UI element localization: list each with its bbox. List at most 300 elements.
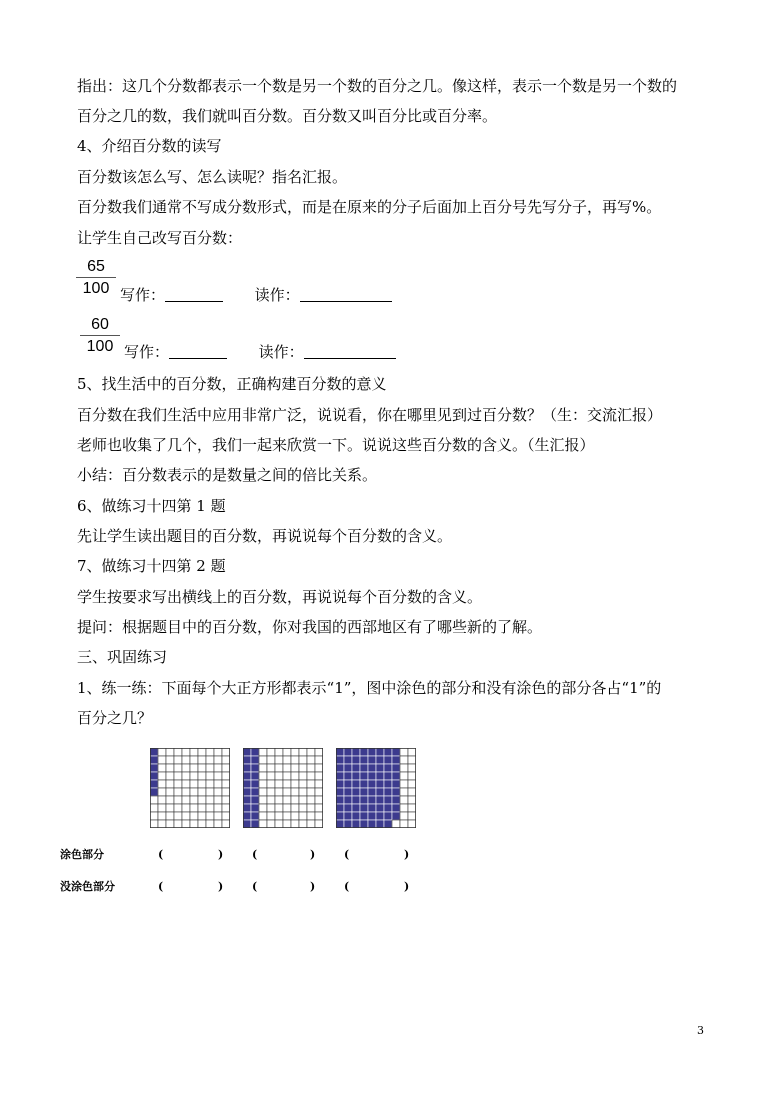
grid-cell [408,780,416,788]
grid-cell [283,756,291,764]
grid-cell [275,748,283,756]
grid-cell [150,796,158,804]
grid-cell-shaded [344,788,352,796]
grid-cell-shaded [344,772,352,780]
grid-cell-shaded [336,748,344,756]
answer-close-paren: ) [404,880,410,893]
grid-cell [166,812,174,820]
grid-cell [408,812,416,820]
grid-cell [259,796,267,804]
grid-cell-shaded [352,812,360,820]
grid-cell [408,764,416,772]
grid-cell [206,764,214,772]
grid-cell [275,796,283,804]
grid-cell-shaded [376,764,384,772]
grid-cell-shaded [368,788,376,796]
grid-cell [158,820,166,828]
grid-cell [400,820,408,828]
grid-cell-shaded [392,788,400,796]
read-label: 读作： [258,343,304,361]
grid-cell [259,804,267,812]
grid-cell [267,812,275,820]
grid-cell [214,748,222,756]
grid-cell-shaded [392,796,400,804]
grid-cell-shaded [251,764,259,772]
grid-cell-shaded [344,780,352,788]
grid-cell [206,748,214,756]
grid-cell [174,796,182,804]
grid-cell [182,812,190,820]
grid-cell [267,796,275,804]
grid-cell [275,788,283,796]
grid-cell [307,748,315,756]
grid-cell-shaded [344,748,352,756]
grid-cell-shaded [376,796,384,804]
grid-cell-shaded [384,812,392,820]
grid-cell [222,812,230,820]
grid-cell-shaded [384,820,392,828]
text-line: 老师也收集了几个，我们一起来欣赏一下。说说这些百分数的含义。（生汇报） [77,436,595,454]
grid-cell [283,748,291,756]
grid-cell [198,820,206,828]
grid-cell [307,780,315,788]
grid-cell [174,772,182,780]
grid-cell-shaded [336,804,344,812]
grid-cell-shaded [384,788,392,796]
grid-cell-shaded [336,812,344,820]
grid-cell-shaded [376,820,384,828]
grid-cell-shaded [150,788,158,796]
grid-cell [299,748,307,756]
grid-cell [214,788,222,796]
grid-cell [315,780,323,788]
grid-cell [275,812,283,820]
grid-cell-shaded [368,804,376,812]
grid-cell [158,780,166,788]
grid-cell [283,796,291,804]
text-line: 学生按要求写出横线上的百分数，再说说每个百分数的含义。 [77,588,483,606]
grid-cell-shaded [352,756,360,764]
grid-cell-shaded [392,780,400,788]
grid-cell [275,804,283,812]
hundred-square-grid [243,748,323,828]
grid-cell-shaded [352,804,360,812]
grid-cell [174,820,182,828]
text-line: 1、练一练：下面每个大正方形都表示“1”，图中涂色的部分和没有涂色的部分各占“1”的 [77,679,662,697]
grid-cell [158,756,166,764]
grid-cell [259,780,267,788]
grid-cell-shaded [368,748,376,756]
grid-cell [182,772,190,780]
grid-cell-shaded [376,804,384,812]
grid-cell-shaded [368,772,376,780]
grid-cell-shaded [150,780,158,788]
grid-cell [307,820,315,828]
grid-cell [267,772,275,780]
grid-cell [150,820,158,828]
grid-cell [315,804,323,812]
grid-cell-shaded [344,820,352,828]
grid-cell [214,820,222,828]
grid-cell-shaded [368,796,376,804]
hundred-square-grid [336,748,416,828]
grid-cell [206,756,214,764]
grid-cell [190,772,198,780]
grid-cell [166,756,174,764]
grid-cell [222,780,230,788]
grid-cell-shaded [352,772,360,780]
grid-cell [315,756,323,764]
grid-cell [158,804,166,812]
grid-cell [214,772,222,780]
grid-cell [408,788,416,796]
grid-cell [400,748,408,756]
grid-cell [166,804,174,812]
grid-cell-shaded [384,748,392,756]
write-label: 写作： [124,343,170,361]
grid-cell [307,804,315,812]
grid-cell-shaded [368,756,376,764]
answer-open-paren: ( [158,880,164,893]
grid-cell [400,780,408,788]
grid-cell [259,764,267,772]
text-line: 百分之几？ [77,709,153,727]
grid-cell [299,756,307,764]
grid-cell [190,804,198,812]
grid-cell [315,820,323,828]
grid-cell [392,820,400,828]
grid-cell [174,804,182,812]
unshaded-part-label: 没涂色部分 [60,880,115,893]
grid-cell [190,820,198,828]
write-blank[interactable] [169,344,227,359]
grid-cell-shaded [243,820,251,828]
text-line: 先让学生读出题目的百分数，再说说每个百分数的含义。 [77,527,453,545]
grid-cell [267,748,275,756]
grid-cell-shaded [336,764,344,772]
grid-cell [222,796,230,804]
grid-cell-shaded [376,748,384,756]
grid-cell [206,812,214,820]
grid-cell [299,812,307,820]
grid-cell [182,796,190,804]
answer-close-paren: ) [310,848,316,861]
text-line: 百分数我们通常不写成分数形式，而是在原来的分子后面加上百分号先写分子，再写%。 [77,198,662,216]
grid-cell-shaded [352,820,360,828]
grid-cell-shaded [392,764,400,772]
grid-cell [267,820,275,828]
text-line: 小结：百分数表示的是数量之间的倍比关系。 [77,466,378,484]
grid-cell-shaded [150,748,158,756]
shaded-part-label: 涂色部分 [60,848,104,861]
grid-cell [198,780,206,788]
fraction-bar [80,335,120,336]
grid-cell [283,780,291,788]
grid-cell [150,804,158,812]
grid-cell-shaded [384,764,392,772]
grid-cell [222,748,230,756]
grid-cell [174,756,182,764]
grid-cell [299,788,307,796]
grid-cell [214,812,222,820]
grid-cell-shaded [352,788,360,796]
grid-cell [190,780,198,788]
grid-cell [190,812,198,820]
grid-cell-shaded [384,756,392,764]
grid-cell-shaded [243,748,251,756]
grid-cell [214,780,222,788]
grid-cell-shaded [344,812,352,820]
grid-cell-shaded [360,820,368,828]
grid-cell-shaded [376,812,384,820]
grid-cell [283,804,291,812]
grid-cell [150,812,158,820]
grid-cell-shaded [360,812,368,820]
grid-cell [291,804,299,812]
grid-cell [206,820,214,828]
answer-close-paren: ) [218,880,224,893]
answer-close-paren: ) [404,848,410,861]
grid-cell [206,796,214,804]
grid-cell-shaded [336,788,344,796]
grid-cell [267,756,275,764]
grid-cell [166,764,174,772]
grid-cell-shaded [360,756,368,764]
answer-open-paren: ( [252,848,258,861]
grid-cell-shaded [384,796,392,804]
grid-cell [408,804,416,812]
grid-cell [198,764,206,772]
grid-cell-shaded [344,804,352,812]
grid-cell [299,772,307,780]
grid-cell-shaded [376,772,384,780]
grid-cell-shaded [251,788,259,796]
grid-cell-shaded [392,804,400,812]
answer-open-paren: ( [344,880,350,893]
grid-cell [166,820,174,828]
grid-cell [182,804,190,812]
fraction-numerator: 65 [87,258,105,275]
grid-cell-shaded [360,772,368,780]
text-line: 让学生自己改写百分数： [77,229,243,247]
grid-cell [158,812,166,820]
grid-cell-shaded [251,804,259,812]
grid-cell [174,780,182,788]
page-number: 3 [697,1024,704,1037]
grid-cell-shaded [336,820,344,828]
grid-cell-shaded [392,756,400,764]
grid-cell [222,772,230,780]
text-line: 指出：这几个分数都表示一个数是另一个数的百分之几。像这样，表示一个数是另一个数的 [77,77,678,95]
grid-cell [182,820,190,828]
grid-cell [182,756,190,764]
grid-cell-shaded [360,764,368,772]
section-heading: 7、做练习十四第 2 题 [77,557,226,575]
grid-cell [283,788,291,796]
answer-open-paren: ( [344,848,350,861]
grid-cell-shaded [243,788,251,796]
grid-cell-shaded [360,780,368,788]
grid-cell [283,764,291,772]
grid-cell [214,764,222,772]
grid-cell [275,764,283,772]
grid-cell [222,788,230,796]
grid-cell [206,788,214,796]
grid-cell-shaded [243,780,251,788]
grid-cell [198,788,206,796]
grid-cell-shaded [344,796,352,804]
grid-cell [291,820,299,828]
grid-cell [190,764,198,772]
grid-cell [283,820,291,828]
grid-cell [198,756,206,764]
grid-cell [400,772,408,780]
grid-cell [400,756,408,764]
grid-cell [283,772,291,780]
grid-cell-shaded [251,780,259,788]
grid-cell [166,772,174,780]
grid-cell [400,796,408,804]
grid-cell-shaded [392,772,400,780]
read-blank[interactable] [304,344,396,359]
grid-cell [299,820,307,828]
grid-cell [259,756,267,764]
grid-cell-shaded [360,788,368,796]
grid-cell [315,788,323,796]
grid-cell [408,772,416,780]
write-blank[interactable] [165,287,223,302]
grid-cell [408,796,416,804]
grid-cell [315,796,323,804]
fraction-denominator: 100 [86,338,114,355]
grid-cell [283,812,291,820]
grid-cell [307,772,315,780]
grid-cell-shaded [384,772,392,780]
grid-cell [315,772,323,780]
grid-cell-shaded [243,764,251,772]
fraction-numerator: 60 [91,316,109,333]
grid-cell [174,748,182,756]
answer-open-paren: ( [158,848,164,861]
grid-cell-shaded [376,756,384,764]
section-heading: 4、介绍百分数的读写 [77,137,222,155]
grid-cell-shaded [251,748,259,756]
grid-cell [307,788,315,796]
write-read-row [124,342,396,362]
grid-cell-shaded [352,780,360,788]
grid-cell [267,764,275,772]
grid-cell [198,772,206,780]
grid-cell [190,788,198,796]
grid-cell [307,756,315,764]
grid-cell [206,772,214,780]
grid-cell [291,780,299,788]
grid-cell-shaded [243,812,251,820]
grid-cell-shaded [336,756,344,764]
grid-cell-shaded [251,812,259,820]
grid-cell [214,796,222,804]
grid-cell [400,812,408,820]
grid-cell-shaded [150,772,158,780]
grid-cell [299,780,307,788]
grid-cell [174,788,182,796]
grid-cell [182,764,190,772]
grid-cell [315,812,323,820]
text-line: 百分数该怎么写、怎么读呢？指名汇报。 [77,168,348,186]
grid-cell [166,788,174,796]
grid-cell [158,788,166,796]
grid-cell [166,780,174,788]
grid-cell [158,772,166,780]
grid-cell [222,820,230,828]
grid-cell [158,748,166,756]
grid-cell [291,772,299,780]
grid-cell [198,812,206,820]
grid-cell-shaded [352,764,360,772]
grid-cell-shaded [392,748,400,756]
grid-cell [267,804,275,812]
grid-cell [158,764,166,772]
grid-cell-shaded [336,772,344,780]
grid-cell-shaded [368,820,376,828]
grid-cell-shaded [360,748,368,756]
section-heading: 5、找生活中的百分数，正确构建百分数的意义 [77,375,387,393]
grid-cell [315,748,323,756]
grid-cell [190,748,198,756]
read-blank[interactable] [300,287,392,302]
grid-cell [222,756,230,764]
grid-cell [214,804,222,812]
grid-cell-shaded [376,780,384,788]
grid-cell [400,764,408,772]
grid-cell [190,796,198,804]
grid-cell [166,748,174,756]
grid-cell [400,788,408,796]
grid-cell-shaded [360,796,368,804]
grid-cell-shaded [360,804,368,812]
grid-cell-shaded [243,772,251,780]
write-label: 写作： [120,286,166,304]
grid-cell [198,748,206,756]
grid-cell [222,764,230,772]
grid-cell [198,804,206,812]
text-line: 提问：根据题目中的百分数，你对我国的西部地区有了哪些新的了解。 [77,618,543,636]
grid-cell [206,780,214,788]
grid-cell [182,788,190,796]
grid-cell [291,796,299,804]
read-label: 读作： [254,286,300,304]
grid-cell [299,804,307,812]
grid-cell-shaded [150,764,158,772]
fraction-bar [76,277,116,278]
grid-cell [291,812,299,820]
grid-cell [182,748,190,756]
grid-cell [259,812,267,820]
grid-cell [315,764,323,772]
grid-cell [214,756,222,764]
grid-cell [307,796,315,804]
grid-cell-shaded [344,756,352,764]
grid-cell-shaded [243,756,251,764]
grid-cell [259,820,267,828]
grid-cell [222,804,230,812]
fraction [80,316,120,356]
grid-cell-shaded [336,796,344,804]
grid-cell [291,748,299,756]
grid-cell-shaded [336,780,344,788]
grid-cell-shaded [368,780,376,788]
grid-cell-shaded [243,804,251,812]
